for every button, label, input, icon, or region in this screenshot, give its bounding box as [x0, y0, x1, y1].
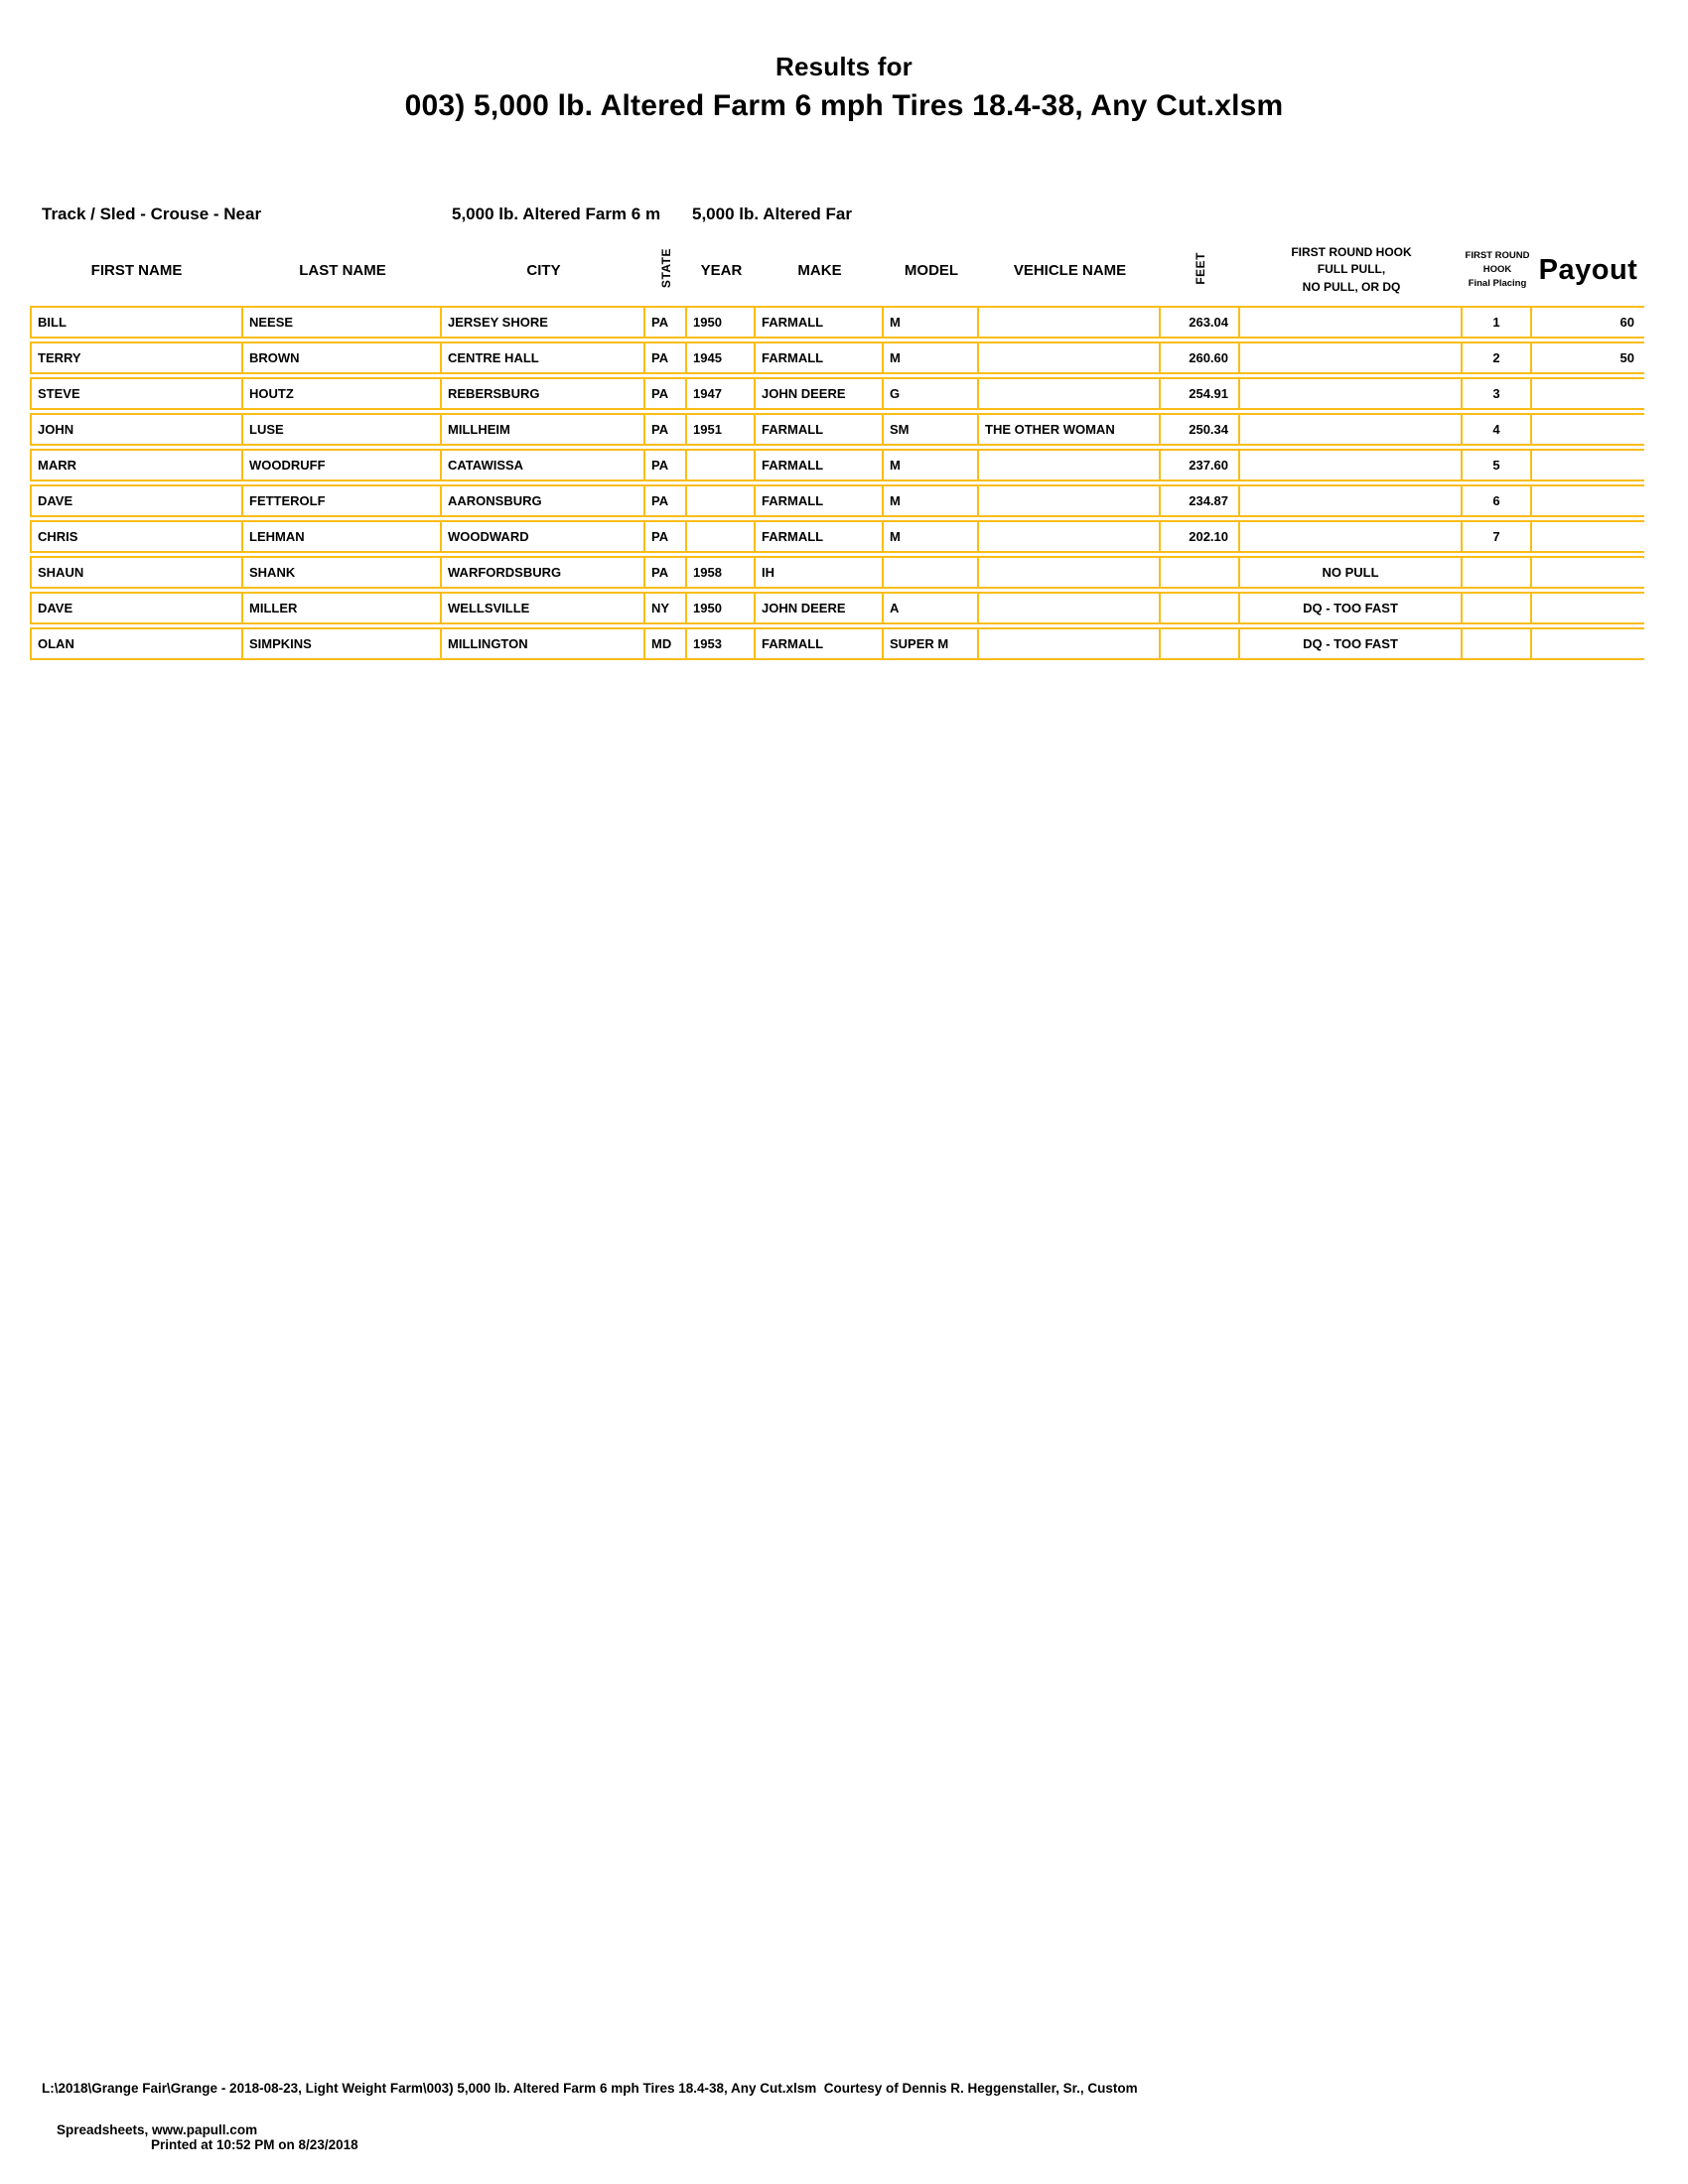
cell-state: MD [645, 627, 687, 660]
cell-feet: 254.91 [1161, 377, 1240, 410]
cell-make: FARMALL [756, 627, 884, 660]
cell-first-round-hook [1240, 520, 1463, 553]
col-header-city: CITY [526, 261, 561, 279]
cell-state: PA [645, 556, 687, 589]
table-row [30, 413, 1644, 446]
cell-first-round-hook: DQ - TOO FAST [1240, 627, 1463, 660]
cell-first-round-hook [1240, 306, 1463, 339]
cell-make: IH [756, 556, 884, 589]
cell-model: G [884, 377, 979, 410]
table-row [30, 627, 1644, 660]
cell-last-name: MILLER [243, 592, 442, 624]
cell-final-placing: 2 [1463, 341, 1532, 374]
cell-city: MILLINGTON [442, 627, 645, 660]
cell-model: M [884, 520, 979, 553]
cell-last-name: BROWN [243, 341, 442, 374]
cell-payout: 50 [1532, 341, 1644, 374]
track-sled-label: Track / Sled - Crouse - Near [42, 205, 262, 223]
cell-year: 1951 [687, 413, 756, 446]
col-header-payout: Payout [1538, 253, 1638, 286]
col-header-make: MAKE [797, 261, 842, 279]
table-row [30, 520, 1644, 553]
cell-last-name: SIMPKINS [243, 627, 442, 660]
cell-last-name: LUSE [243, 413, 442, 446]
cell-year [687, 520, 756, 553]
cell-first-name: BILL [30, 306, 243, 339]
cell-year: 1953 [687, 627, 756, 660]
cell-final-placing [1463, 627, 1532, 660]
cell-first-name: DAVE [30, 592, 243, 624]
cell-last-name: LEHMAN [243, 520, 442, 553]
cell-payout [1532, 520, 1644, 553]
cell-final-placing [1463, 592, 1532, 624]
cell-last-name: WOODRUFF [243, 449, 442, 481]
footer-printed-at: Printed at 10:52 PM on 8/23/2018 [151, 2137, 358, 2152]
col-header-first-round-hook: FIRST ROUND HOOK FULL PULL, NO PULL, OR DQ [1291, 244, 1412, 294]
cell-final-placing [1463, 556, 1532, 589]
footer-website: Spreadsheets, www.papull.com [57, 2122, 258, 2137]
cell-model: M [884, 484, 979, 517]
cell-payout [1532, 556, 1644, 589]
cell-feet: 202.10 [1161, 520, 1240, 553]
cell-year [687, 449, 756, 481]
cell-make: FARMALL [756, 306, 884, 339]
cell-make: FARMALL [756, 520, 884, 553]
col-header-last-name: LAST NAME [299, 261, 386, 279]
cell-payout [1532, 592, 1644, 624]
cell-final-placing: 3 [1463, 377, 1532, 410]
cell-year: 1950 [687, 592, 756, 624]
cell-last-name: SHANK [243, 556, 442, 589]
cell-model: M [884, 341, 979, 374]
class-name-label-1: 5,000 lb. Altered Farm 6 m [452, 205, 661, 223]
cell-first-name: CHRIS [30, 520, 243, 553]
cell-model: M [884, 449, 979, 481]
cell-model: A [884, 592, 979, 624]
cell-city: WELLSVILLE [442, 592, 645, 624]
cell-vehicle-name [979, 449, 1161, 481]
cell-first-name: STEVE [30, 377, 243, 410]
footer-file-path: L:\2018\Grange Fair\Grange - 2018-08-23, Light Weight Farm\003) 5,000 lb. Altered Farm 6 mph Tires 18.4-38, Any Cut.xlsm Courtesy of Dennis R. Heggenstaller, Sr., Custom [42, 2081, 1138, 2096]
cell-first-name: OLAN [30, 627, 243, 660]
cell-city: CATAWISSA [442, 449, 645, 481]
cell-state: PA [645, 341, 687, 374]
cell-city: JERSEY SHORE [442, 306, 645, 339]
page-title: Results for [774, 52, 913, 81]
cell-vehicle-name [979, 377, 1161, 410]
cell-payout [1532, 449, 1644, 481]
cell-final-placing: 4 [1463, 413, 1532, 446]
cell-make: FARMALL [756, 449, 884, 481]
cell-first-name: MARR [30, 449, 243, 481]
page-subtitle: 003) 5,000 lb. Altered Farm 6 mph Tires 18.4-38, Any Cut.xlsm [404, 89, 1284, 122]
cell-first-name: SHAUN [30, 556, 243, 589]
cell-payout: 60 [1532, 306, 1644, 339]
table-row [30, 592, 1644, 624]
cell-first-round-hook [1240, 377, 1463, 410]
cell-make: FARMALL [756, 484, 884, 517]
cell-payout [1532, 377, 1644, 410]
cell-first-round-hook: DQ - TOO FAST [1240, 592, 1463, 624]
cell-state: PA [645, 306, 687, 339]
table-row [30, 484, 1644, 517]
cell-year [687, 484, 756, 517]
cell-state: PA [645, 520, 687, 553]
cell-first-round-hook [1240, 449, 1463, 481]
cell-feet: 237.60 [1161, 449, 1240, 481]
cell-vehicle-name [979, 592, 1161, 624]
col-header-first-name: FIRST NAME [90, 261, 183, 279]
cell-first-name: DAVE [30, 484, 243, 517]
cell-feet: 260.60 [1161, 341, 1240, 374]
table-row [30, 306, 1644, 339]
cell-vehicle-name [979, 341, 1161, 374]
cell-make: JOHN DEERE [756, 377, 884, 410]
cell-first-round-hook [1240, 413, 1463, 446]
cell-make: JOHN DEERE [756, 592, 884, 624]
cell-feet: 250.34 [1161, 413, 1240, 446]
cell-make: FARMALL [756, 413, 884, 446]
cell-payout [1532, 413, 1644, 446]
cell-year: 1945 [687, 341, 756, 374]
cell-final-placing: 6 [1463, 484, 1532, 517]
cell-model [884, 556, 979, 589]
table-row [30, 341, 1644, 374]
table-row [30, 556, 1644, 589]
class-name-label-2: 5,000 lb. Altered Far [692, 205, 852, 223]
cell-payout [1532, 627, 1644, 660]
cell-state: PA [645, 484, 687, 517]
results-table [30, 234, 1644, 663]
cell-city: REBERSBURG [442, 377, 645, 410]
cell-last-name: FETTEROLF [243, 484, 442, 517]
cell-payout [1532, 484, 1644, 517]
cell-model: SUPER M [884, 627, 979, 660]
table-row [30, 377, 1644, 410]
cell-feet [1161, 592, 1240, 624]
col-header-state: STATE [659, 248, 673, 289]
cell-first-round-hook [1240, 484, 1463, 517]
cell-state: PA [645, 377, 687, 410]
cell-city: WARFORDSBURG [442, 556, 645, 589]
cell-vehicle-name [979, 484, 1161, 517]
table-row [30, 449, 1644, 481]
cell-first-round-hook: NO PULL [1240, 556, 1463, 589]
cell-vehicle-name [979, 627, 1161, 660]
cell-first-round-hook [1240, 341, 1463, 374]
cell-first-name: JOHN [30, 413, 243, 446]
cell-state: PA [645, 449, 687, 481]
cell-city: AARONSBURG [442, 484, 645, 517]
cell-feet [1161, 627, 1240, 660]
cell-state: PA [645, 413, 687, 446]
col-header-final-placing: FIRST ROUND HOOK Final Placing [1465, 249, 1530, 290]
col-header-model: MODEL [904, 261, 959, 279]
cell-city: MILLHEIM [442, 413, 645, 446]
cell-vehicle-name [979, 520, 1161, 553]
cell-feet: 263.04 [1161, 306, 1240, 339]
cell-final-placing: 1 [1463, 306, 1532, 339]
cell-last-name: NEESE [243, 306, 442, 339]
cell-vehicle-name [979, 306, 1161, 339]
cell-feet: 234.87 [1161, 484, 1240, 517]
header-row [30, 237, 1644, 303]
cell-model: M [884, 306, 979, 339]
cell-final-placing: 5 [1463, 449, 1532, 481]
cell-feet [1161, 556, 1240, 589]
cell-model: SM [884, 413, 979, 446]
cell-city: CENTRE HALL [442, 341, 645, 374]
cell-city: WOODWARD [442, 520, 645, 553]
cell-make: FARMALL [756, 341, 884, 374]
cell-year: 1947 [687, 377, 756, 410]
footer-line-2 [42, 2108, 358, 2167]
cell-vehicle-name [979, 556, 1161, 589]
col-header-vehicle-name: VEHICLE NAME [1013, 261, 1127, 279]
cell-year: 1950 [687, 306, 756, 339]
cell-year: 1958 [687, 556, 756, 589]
cell-first-name: TERRY [30, 341, 243, 374]
col-header-year: YEAR [700, 261, 743, 279]
cell-state: NY [645, 592, 687, 624]
cell-final-placing: 7 [1463, 520, 1532, 553]
col-header-feet: FEET [1194, 252, 1207, 285]
cell-last-name: HOUTZ [243, 377, 442, 410]
cell-vehicle-name: THE OTHER WOMAN [979, 413, 1161, 446]
